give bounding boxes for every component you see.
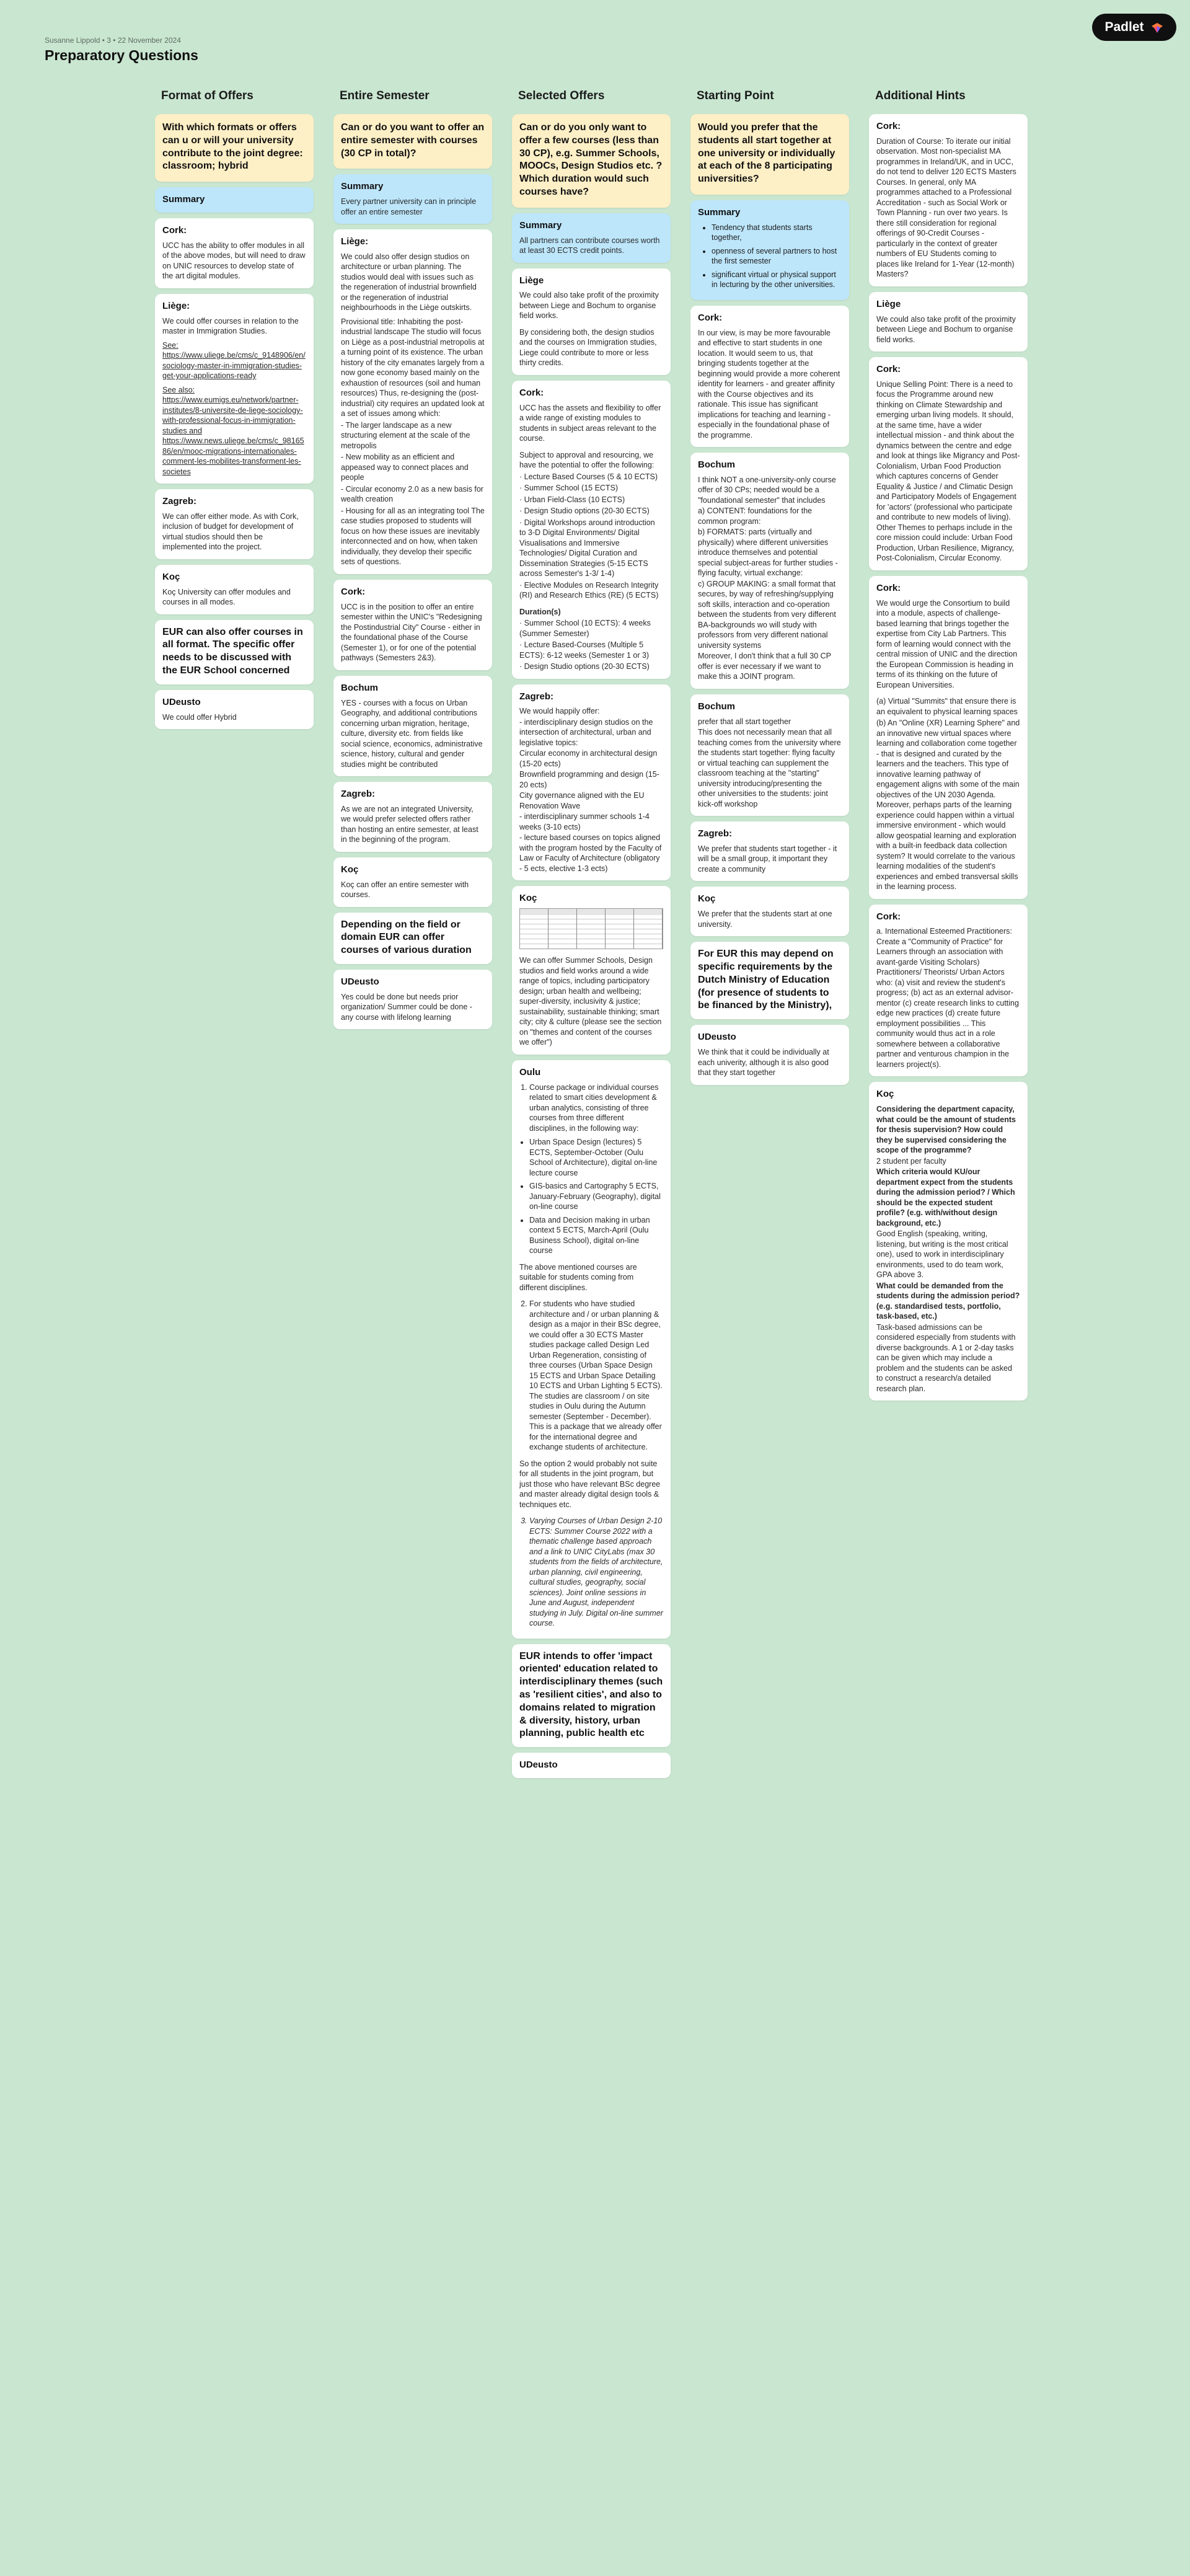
card-title: Would you prefer that the students all start together at one university or individually at each of the 8 participating universities?: [698, 122, 835, 185]
column-title: Entire Semester: [340, 89, 430, 102]
card-text: · Summer School (15 ECTS): [519, 484, 619, 493]
column-format-of-offers: [155, 89, 314, 735]
card-text: 2 student per faculty: [876, 1156, 946, 1166]
table-attachment-image[interactable]: [519, 908, 663, 949]
card-text: · Digital Workshops around introduction to 3-D Digital Environments/ Digital Visualisations and Immersive Technologies/ Digital Curation and Dissemination Strategies (5-15 ECTS across Semester's 1-3/ 1-4): [519, 518, 655, 578]
card-title: Liège: [876, 298, 901, 309]
card-title: Summary: [519, 219, 562, 231]
summary-card[interactable]: [690, 200, 849, 300]
card-text: We can offer Summer Schools, Design studios and field works around a wide range of topics, including participatory design; urban health and wellbeing; super-diversity, inclusivity & justice; sustainability, sustainable thinking; smart city; city & culture (please see the section on "themes and content of the courses we offer"): [519, 956, 662, 1047]
card-title: UDeusto: [698, 1032, 736, 1043]
card-text: Which criteria would KU/our department expect from the students during the admission period? / Which should be the expected student profile? (e.g. with/without design background, etc.): [876, 1167, 1015, 1228]
card-title: EUR intends to offer 'impact oriented' education related to interdisciplinary themes (such as 'resilient cities', and also to domains related to migration & diversity, history, urban planning, public health etc: [519, 1650, 663, 1739]
column-additional-hints: [869, 89, 1028, 1406]
card-text: Provisional title: Inhabiting the post-industrial landscape The studio will focus on Liège as a post-industrial metropolis at a turning point of its existence. The urban history of the city emanates largely from a now gone economy based mainly on the exhaustion of resources (soil and human resources) Thus, re-designing the (post-industrial) city requires an updated look at a set of issues among which:: [341, 317, 485, 418]
card-text: b) FORMATS: parts (virtually and physically) where different universities introduce themselves and potential special subject-areas for further studies - flying faculty, virtual exchange:: [698, 528, 838, 578]
card-text: We could offer Hybrid: [162, 712, 237, 722]
card-text: - Housing for all as an integrating tool The case studies proposed to students will focus on how these issues are inevitably interconnected and on how, when taken individually, they develop their specific sets of questions.: [341, 506, 485, 567]
post-card-udeusto[interactable]: [155, 690, 314, 729]
card-title: Bochum: [341, 682, 378, 693]
column-title: Starting Point: [697, 89, 774, 102]
card-title: Zagreb:: [519, 691, 554, 702]
card-text: We prefer that the students start at one university.: [698, 910, 832, 929]
card-text: - interdisciplinary design studios on the intersection of architectural, urban and legislative topics:: [519, 717, 653, 747]
card-text: - The larger landscape as a new structuring element at the scale of the metropolis: [341, 420, 470, 450]
card-title: UDeusto: [341, 976, 379, 988]
post-card-cork[interactable]: [869, 576, 1028, 899]
post-card-udeusto[interactable]: [690, 1025, 849, 1084]
question-card[interactable]: [512, 114, 671, 208]
card-text: 3. Varying Courses of Urban Design 2-10 ECTS: Summer Course 2022 with a thematic challenge based approach and a link to UNIC CityLabs (max 30 students from the fields of architecture, urban planning, civil engineering, cultural studies, geography, social sciences). Joint online sessions in June and August, independent studying in July. Digital on-line summer course.: [529, 1516, 663, 1629]
card-text: We would happily offer:: [519, 707, 600, 716]
post-card-eur[interactable]: [155, 620, 314, 684]
card-text: - lecture based courses on topics aligned with the program hosted by the Faculty of Law or Faculty of Architecture (obligatory - 5 ects, elective 1-3 ects): [519, 833, 662, 873]
card-text: Duration(s): [519, 607, 561, 616]
card-link[interactable]: See also: https://www.eumigs.eu/network/partner-institutes/8-universite-de-liege-sociology-with-professional-focus-in-immigration-studies and https://www.news.uliege.be/cms/c_9816586/en/mooc-migrations-internationales-comment-les-mobilites-transforment-les-societes: [162, 385, 304, 476]
card-text: · Lecture Based Courses (5 & 10 ECTS): [519, 472, 658, 481]
card-text: We think that it could be individually at each univerity, although it is also good that they start together: [698, 1048, 829, 1078]
card-text: We could also take profit of the proximity between Liege and Bochum to organise field works.: [519, 291, 659, 321]
summary-card[interactable]: [333, 174, 492, 224]
card-title: With which formats or offers can u or will your university contribute to the joint degree: classroom; hybrid: [162, 122, 303, 172]
column-title: Selected Offers: [518, 89, 605, 102]
post-card-cork[interactable]: [869, 114, 1028, 286]
card-text: · Elective Modules on Research Integrity (RI) and Research Ethics (RE) (5 ECTS): [519, 580, 659, 600]
card-text: Task-based admissions can be considered especially from students with diverse backgrounds. A 1 or 2-day tasks can be given which may include a problem and the students can be asked to construct a research/a detailed research plan.: [876, 1322, 1016, 1393]
card-title: Zagreb:: [162, 496, 197, 507]
card-text: So the option 2 would probably not suite for all students in the joint program, but just those who have relevant BSc degree and master already digital design tools & techniques etc.: [519, 1459, 661, 1509]
card-title: Zagreb:: [341, 789, 376, 800]
post-card-cork[interactable]: [690, 306, 849, 447]
card-title: For EUR this may depend on specific requirements by the Dutch Ministry of Education (for presence of students to be financed by the Ministry),: [698, 949, 834, 1011]
card-text: - interdisciplinary summer schools 1-4 weeks (3-10 ects): [519, 812, 650, 831]
card-text: We can offer either mode. As with Cork, inclusion of budget for development of virtual studios should then be implemented into the project.: [162, 511, 299, 552]
card-title: Cork:: [876, 121, 901, 131]
card-title: UDeusto: [519, 1759, 558, 1771]
post-card-bochum[interactable]: [690, 453, 849, 689]
card-text: a) CONTENT: foundations for the common program:: [698, 507, 813, 526]
card-title: Koç: [162, 571, 180, 582]
card-text: Subject to approval and resourcing, we have the potential to offer the following:: [519, 450, 654, 470]
card-text: · Urban Field-Class (10 ECTS): [519, 495, 625, 504]
post-card-cork[interactable]: [869, 905, 1028, 1077]
card-text: Duration of Course: To iterate our initial observation. Most non-specialist MA programmes in Ireland/UK, and in UCC, do not tend to deliver 120 ECTS Masters Courses. In general, only MA programmes attached to a Professional Accreditation - such as Social Work or Town Planning - run over two years. Is there still consideration for regional offerings of 90-Credit Courses - particularly in the context of greater numbers of EU Students coming to places like Ireland for 1-Year (12-month) Masters?: [876, 136, 1016, 279]
post-card-liege[interactable]: [333, 229, 492, 574]
card-text: We would urge the Consortium to build into a module, aspects of challenge-based learning that brings together the expertise from City Lab Partners. This form of learning would connect with the central mission of UNIC and the direction the European Commission is heading in terms of its thinking on the future of European Universities.: [876, 598, 1018, 689]
post-card-eur[interactable]: [333, 913, 492, 964]
post-card-oulu[interactable]: [512, 1060, 671, 1639]
column-title: Additional Hints: [875, 89, 966, 102]
post-card-koc[interactable]: [690, 887, 849, 936]
card-text: prefer that all start together: [698, 717, 791, 726]
card-text: • Tendency that students starts together,: [712, 223, 842, 243]
post-card-koc[interactable]: [333, 857, 492, 907]
card-text: • Data and Decision making in urban context 5 ECTS, March-April (Oulu Business School), digital on-line course: [529, 1215, 663, 1256]
post-card-udeusto[interactable]: [512, 1753, 671, 1778]
padlet-logo-icon: [1150, 20, 1164, 34]
post-card-cork[interactable]: [333, 580, 492, 670]
card-text: City governance aligned with the EU Renovation Wave: [519, 791, 645, 810]
card-title: Bochum: [698, 701, 735, 712]
post-card-bochum[interactable]: [690, 694, 849, 816]
card-text: c) GROUP MAKING: a small format that secures, by way of refreshing/supplying soft skills, interaction and co-operation between the students from very different BA-backgrounds wo will study with professors from very different national university systems: [698, 579, 836, 650]
card-text: (b) An "Online (XR) Learning Sphere" and an innovative new virtual spaces where learning and collaboration come together - that is designed and curated by the learners and the teachers. This type of innovative learning pathway of engagement aligns with some of the main objectives of the UN 2030 Agenda. Moreover, perhaps parts of the learning experience could happen within a virtual immersive environment - which would allow geospatial learning and exploration with a built-in feedback data collection system? It would correlate to the various learning modalities of the student's experiences and embed transversal skills in the learning process.: [876, 719, 1020, 892]
column-title: Format of Offers: [161, 89, 253, 102]
column-starting-point: [690, 89, 849, 1091]
post-card-cork[interactable]: [512, 381, 671, 679]
card-text: In our view, is may be more favourable and effective to start students in one location. It would seem to us, that bringing students together at the beginning would provide a more coherent identity for learners - and greater affinity with the Course objectives and its rationale. This issue has significant implications for teaching and learning - especially in the foundational phase of the programme.: [698, 328, 840, 440]
column-selected-offers: [512, 89, 671, 1784]
question-card[interactable]: [690, 114, 849, 195]
card-title: Koç: [519, 893, 537, 904]
padlet-logo[interactable]: [1092, 14, 1176, 41]
card-text: Koç can offer an entire semester with courses.: [341, 880, 469, 900]
post-card-zagreb[interactable]: [155, 489, 314, 559]
post-card-liege[interactable]: [869, 292, 1028, 352]
post-card-zagreb[interactable]: [690, 821, 849, 881]
card-title: Koç: [876, 1089, 894, 1100]
card-text: (a) Virtual "Summits" that ensure there is an equivalent to physical learning spaces: [876, 697, 1018, 716]
card-text: Considering the department capacity, what could be the amount of students for thesis supervision? How could they be supervised considering the scope of the programme?: [876, 1105, 1016, 1155]
card-text: We prefer that students start together - it will be a small group, it important they create a community: [698, 844, 837, 874]
card-title: Zagreb:: [698, 828, 733, 839]
card-text: - Circular economy 2.0 as a new basis for wealth creation: [341, 484, 483, 504]
summary-card[interactable]: [155, 187, 314, 213]
card-title: Oulu: [519, 1066, 541, 1078]
card-link[interactable]: See: https://www.uliege.be/cms/c_9148906/en/sociology-master-in-immigration-studies-get-your-applications-ready: [162, 340, 306, 381]
card-title: Liège:: [162, 300, 190, 311]
card-text: We could also take profit of the proximity between Liege and Bochum to organise field works.: [876, 314, 1016, 344]
post-card-bochum[interactable]: [333, 676, 492, 776]
card-title: Cork:: [162, 224, 187, 236]
card-text: • Urban Space Design (lectures) 5 ECTS, September-October (Oulu School of Architecture), digital on-line lecture course: [529, 1137, 663, 1178]
post-card-koc[interactable]: [512, 886, 671, 1054]
card-title: Can or do you want to offer an entire semester with courses (30 CP in total)?: [341, 122, 485, 159]
card-title: Cork:: [876, 911, 901, 922]
summary-card[interactable]: [512, 213, 671, 263]
card-text: We could also offer design studios on architecture or urban planning. The studios would deal with issues such as the regeneration of industrial brownfield or the regeneration of industrial neighbourhoods in the Liège outskirts.: [341, 252, 477, 312]
card-title: Koç: [341, 864, 359, 875]
card-title: Koç: [698, 893, 716, 905]
card-title: Cork:: [341, 586, 366, 597]
card-text: • significant virtual or physical support in lecturing by the other universities.: [712, 270, 842, 290]
card-text: What could be demanded from the students during the admission period? (e.g. standardised tests, portfolio, task-based, etc.): [876, 1281, 1020, 1321]
card-text: - New mobility as an efficient and appeased way to connect places and people: [341, 453, 469, 482]
card-title: Can or do you only want to offer a few courses (less than 30 CP), e.g. Summer Schools, MOOCs, Design Studios etc. ? Which duration would such courses have?: [519, 122, 663, 197]
card-text: · Summer School (10 ECTS): 4 weeks (Summer Semester): [519, 619, 651, 638]
card-text: The above mentioned courses are suitable for students coming from different disciplines.: [519, 1262, 637, 1292]
card-title: Cork:: [876, 582, 901, 593]
card-text: I think NOT a one-university-only course offer of 30 CPs; needed would be a "foundational semester" that includes: [698, 475, 836, 505]
card-text: Good English (speaking, writing, listening, but writing is the most critical one), used to work in interdisciplinary environments, used to do team work, GPA above 3.: [876, 1229, 1008, 1280]
card-text: All partners can contribute courses worth at least 30 ECTS credit points.: [519, 236, 660, 255]
post-card-cork[interactable]: [869, 357, 1028, 570]
card-text: Moreover, I don't think that a full 30 CP offer is ever necessary if we want to make this a JOINT program.: [698, 652, 831, 681]
post-card-koc[interactable]: [155, 565, 314, 614]
card-title: EUR can also offer courses in all format. The specific offer needs to be discussed with the EUR School concerned: [162, 626, 303, 676]
card-title: Liège:: [341, 236, 369, 247]
post-card-cork[interactable]: [155, 218, 314, 288]
card-text: UCC has the ability to offer modules in all of the above modes, but will need to draw on UNIC resources to develop state of the art digital modules.: [162, 241, 306, 281]
board-title: Preparatory Questions: [45, 47, 198, 63]
card-text: Circular economy in architectural design (15-20 ects): [519, 749, 658, 768]
padlet-logo-text: Padlet: [1104, 20, 1144, 34]
card-title: Liège: [519, 275, 544, 286]
card-title: Cork:: [876, 364, 901, 375]
post-card-liege[interactable]: [512, 268, 671, 375]
card-text: · Lecture Based-Courses (Multiple 5 ECTS): 6-12 weeks (Semester 1 or 3): [519, 640, 650, 660]
card-text: Brownfield programming and design (15-20 ects): [519, 770, 659, 789]
card-text: · Design Studio options (20-30 ECTS): [519, 507, 650, 516]
post-card-eur[interactable]: [690, 942, 849, 1019]
card-text: Koç University can offer modules and courses in all modes.: [162, 587, 291, 607]
card-text: Unique Selling Point: There is a need to focus the Programme around new thinking on Climate Stewardship and emerging urban living models. It should, at the same time, have a wider intellectual mission - and think about the dynamics between the centre and edge and look at things like Migrancy and Post-Colonialism, Urban Food Production which captures concerns of Gender Equality & Justice / and Climatic Design and Participatory Models of Engagement for 'actors' (professional who participate and contribute to new models of living). Other Themes to perhaps include in the core mission could include: Urban Food Production, Urban Resilience, Migrancy, Post-Colonialism, Circular Economy.: [876, 379, 1020, 563]
card-text: As we are not an integrated University, we would prefer selected offers rather than hosting an entire semester, at least in the beginning of the program.: [341, 804, 478, 844]
card-text: UCC has the assets and flexibility to offer a wide range of existing modules to students in subject areas relevant to the course.: [519, 403, 661, 443]
post-card-udeusto[interactable]: [333, 970, 492, 1029]
column-entire-semester: [333, 89, 492, 1035]
card-text: YES - courses with a focus on Urban Geography, and additional contributions concerning urban migration, heritage, culture, diversity etc. from fields like social science, economics, administrative science, history, cultural and gender studies might be contributed: [341, 698, 483, 769]
post-card-zagreb[interactable]: [333, 782, 492, 852]
card-text: 2. For students who have studied architecture and / or urban planning & design as a major in their BSc degree, we could offer a 30 ECTS Master studies package called Design Led Urban Regeneration, consisting of three courses (Urban Space Design 15 ECTS and Urban Space Detailing 10 ECTS and Urban Lighting 5 ECTS). The studies are classroom / on site studies in Oulu during the Autumn semester (September - December). This is a package that we already offer for the international degree and exchange students of architecture.: [529, 1299, 663, 1453]
card-title: Summary: [162, 194, 205, 205]
card-text: Every partner university can in principle offer an entire semester: [341, 197, 477, 216]
post-card-eur[interactable]: [512, 1644, 671, 1748]
card-text: This does not necessarily mean that all teaching comes from the university where the students start together: flying faculty or virtual teaching can supplement the classroom teaching at the "starting" university introducing/presenting the other universities to the students: joint kick-off workshop: [698, 728, 841, 808]
card-text: • GIS-basics and Cartography 5 ECTS, January-February (Geography), digital on-line course: [529, 1181, 663, 1212]
card-text: UCC is in the position to offer an entire semester within the UNIC's "Redesigning the Postindustrial City" Course - either in the foundational phase of the Course (Semester 1), or for one of the potential pathways (Semesters 2&3).: [341, 602, 482, 663]
card-title: Depending on the field or domain EUR can offer courses of various duration: [341, 919, 472, 956]
card-title: Summary: [341, 181, 384, 192]
board-meta: Susanne Lippold • 3 • 22 November 2024: [45, 36, 181, 45]
card-title: Cork:: [698, 312, 723, 323]
card-text: 1. Course package or individual courses related to smart cities development & urban analytics, consisting of three courses from three different disciplines, in the following way:: [529, 1082, 663, 1134]
card-title: Summary: [698, 206, 741, 218]
post-card-koc[interactable]: [869, 1082, 1028, 1401]
question-card[interactable]: [155, 114, 314, 182]
question-card[interactable]: [333, 114, 492, 169]
card-title: UDeusto: [162, 696, 201, 707]
post-card-liege[interactable]: [155, 294, 314, 484]
card-text: By considering both, the design studios and the courses on Immigration studies, Liege could contribute to more or less thirty credits.: [519, 327, 657, 368]
card-title: Cork:: [519, 387, 544, 398]
card-text: · Design Studio options (20-30 ECTS): [519, 662, 650, 671]
card-text: Yes could be done but needs prior organization/ Summer could be done - any course with lifelong learning: [341, 992, 472, 1022]
post-card-zagreb[interactable]: [512, 684, 671, 881]
card-text: a. International Esteemed Practitioners: Create a "Community of Practice" for Learners through an association with avant-garde Visiting Scholars) Practitioners/ Theorists/ Urban Actors who: (a) visit and review the student's progress; (b) act as an external advisor-mentor (c) create research links to cutting edge new practices (d) create future employment possibilities ... This community would thus act in a role somewhere between a collaborative partner and venturous champion in the learners project(s).: [876, 927, 1019, 1069]
card-title: Bochum: [698, 459, 735, 471]
card-text: • openness of several partners to host the first semester: [712, 246, 842, 267]
card-text: We could offer courses in relation to the master in Immigration Studies.: [162, 316, 299, 336]
